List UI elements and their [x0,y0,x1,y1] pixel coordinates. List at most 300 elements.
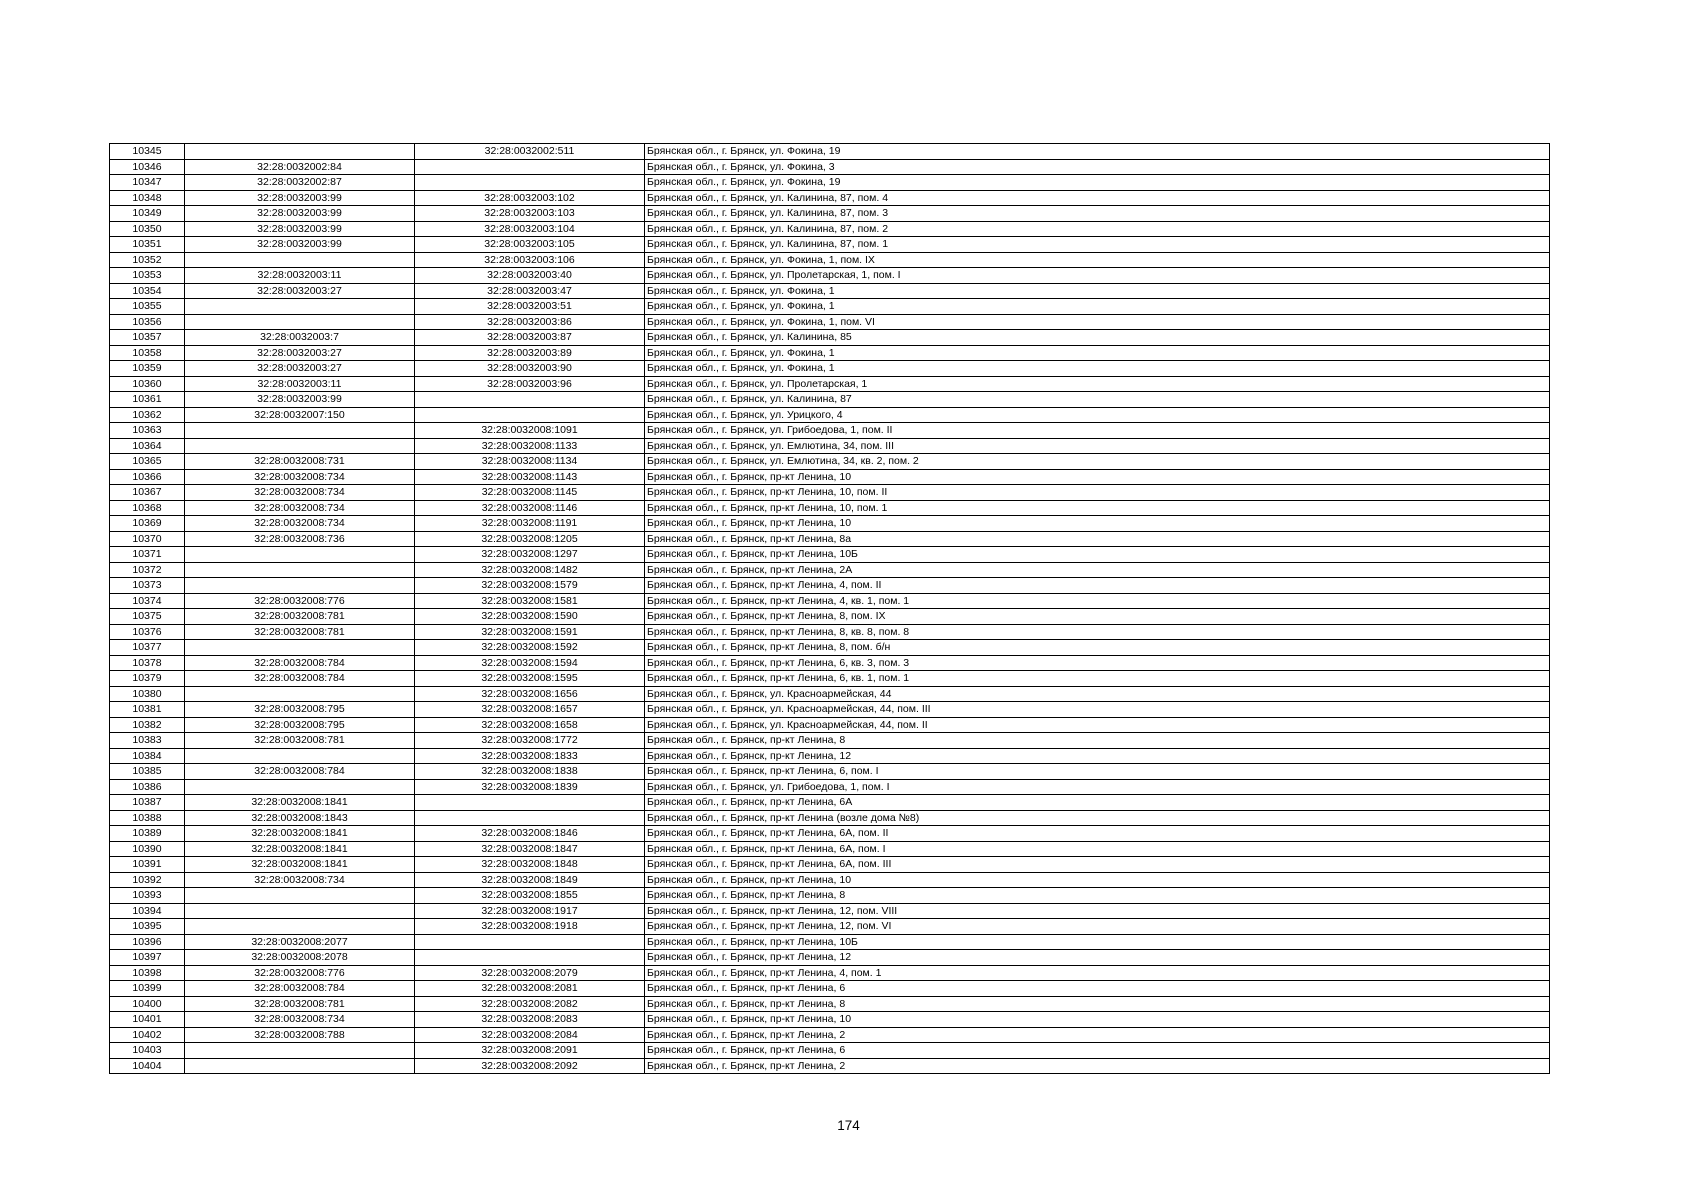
parent-cadastral-cell: 32:28:0032003:27 [185,361,415,377]
table-row [110,640,1550,656]
parent-cadastral-cell: 32:28:0032002:84 [185,159,415,175]
cadastral-number-cell: 32:28:0032008:2082 [415,996,645,1012]
table-row [110,252,1550,268]
parent-cadastral-cell [185,748,415,764]
address-cell: Брянская обл., г. Брянск, ул. Калинина, 87, пом. 3 [645,206,1550,222]
address-cell: Брянская обл., г. Брянск, пр-кт Ленина, 12 [645,950,1550,966]
address-cell: Брянская обл., г. Брянск, пр-кт Ленина, 10 [645,516,1550,532]
table-row [110,1027,1550,1043]
address-cell: Брянская обл., г. Брянск, пр-кт Ленина, 4, кв. 1, пом. 1 [645,593,1550,609]
cadastral-number-cell: 32:28:0032003:105 [415,237,645,253]
address-cell: Брянская обл., г. Брянск, ул. Урицкого, 4 [645,407,1550,423]
parent-cadastral-cell [185,423,415,439]
table-row [110,779,1550,795]
row-number-cell: 10349 [110,206,185,222]
table-row [110,733,1550,749]
table-row [110,934,1550,950]
row-number-cell: 10353 [110,268,185,284]
cadastral-number-cell: 32:28:0032008:1205 [415,531,645,547]
parent-cadastral-cell: 32:28:0032008:784 [185,764,415,780]
address-cell: Брянская обл., г. Брянск, пр-кт Ленина, 10Б [645,934,1550,950]
address-cell: Брянская обл., г. Брянск, пр-кт Ленина, 12, пом. VIII [645,903,1550,919]
table-row [110,469,1550,485]
address-cell: Брянская обл., г. Брянск, пр-кт Ленина, 8 [645,996,1550,1012]
cadastral-number-cell: 32:28:0032008:1145 [415,485,645,501]
cadastral-number-cell: 32:28:0032008:2081 [415,981,645,997]
address-cell: Брянская обл., г. Брянск, пр-кт Ленина, 2 [645,1027,1550,1043]
table-row [110,423,1550,439]
row-number-cell: 10350 [110,221,185,237]
cadastral-number-cell: 32:28:0032003:47 [415,283,645,299]
row-number-cell: 10361 [110,392,185,408]
address-cell: Брянская обл., г. Брянск, пр-кт Ленина, 6А, пом. III [645,857,1550,873]
cadastral-number-cell: 32:28:0032008:1133 [415,438,645,454]
row-number-cell: 10370 [110,531,185,547]
parent-cadastral-cell [185,144,415,160]
cadastral-number-cell: 32:28:0032008:1191 [415,516,645,532]
row-number-cell: 10389 [110,826,185,842]
cadastral-number-cell [415,950,645,966]
row-number-cell: 10357 [110,330,185,346]
row-number-cell: 10359 [110,361,185,377]
address-cell: Брянская обл., г. Брянск, пр-кт Ленина, 4, пом. II [645,578,1550,594]
row-number-cell: 10352 [110,252,185,268]
cadastral-number-cell: 32:28:0032003:86 [415,314,645,330]
cadastral-number-cell [415,175,645,191]
address-cell: Брянская обл., г. Брянск, ул. Фокина, 19 [645,144,1550,160]
cadastral-number-cell: 32:28:0032008:1833 [415,748,645,764]
parent-cadastral-cell [185,1043,415,1059]
row-number-cell: 10355 [110,299,185,315]
parent-cadastral-cell: 32:28:0032008:795 [185,702,415,718]
cadastral-number-cell: 32:28:0032008:1595 [415,671,645,687]
row-number-cell: 10346 [110,159,185,175]
address-cell: Брянская обл., г. Брянск, ул. Фокина, 1 [645,283,1550,299]
address-cell: Брянская обл., г. Брянск, пр-кт Ленина, 10 [645,1012,1550,1028]
parent-cadastral-cell [185,252,415,268]
address-cell: Брянская обл., г. Брянск, пр-кт Ленина, 10, пом. II [645,485,1550,501]
address-cell: Брянская обл., г. Брянск, ул. Грибоедова, 1, пом. II [645,423,1550,439]
parent-cadastral-cell: 32:28:0032003:7 [185,330,415,346]
cadastral-number-cell: 32:28:0032003:51 [415,299,645,315]
parent-cadastral-cell: 32:28:0032008:731 [185,454,415,470]
table-row [110,1043,1550,1059]
cadastral-number-cell: 32:28:0032003:87 [415,330,645,346]
table-row [110,345,1550,361]
cadastral-number-cell: 32:28:0032008:1658 [415,717,645,733]
row-number-cell: 10390 [110,841,185,857]
parent-cadastral-cell: 32:28:0032008:776 [185,593,415,609]
row-number-cell: 10380 [110,686,185,702]
parent-cadastral-cell: 32:28:0032003:99 [185,190,415,206]
address-cell: Брянская обл., г. Брянск, пр-кт Ленина, 8а [645,531,1550,547]
table-row [110,981,1550,997]
address-cell: Брянская обл., г. Брянск, пр-кт Ленина, 12, пом. VI [645,919,1550,935]
table-row [110,547,1550,563]
parent-cadastral-cell: 32:28:0032003:99 [185,392,415,408]
address-cell: Брянская обл., г. Брянск, ул. Калинина, 85 [645,330,1550,346]
table-row [110,903,1550,919]
table-row [110,655,1550,671]
registry-table-body [110,144,1550,1074]
registry-table [109,143,1550,1074]
row-number-cell: 10385 [110,764,185,780]
cadastral-number-cell: 32:28:0032008:1855 [415,888,645,904]
address-cell: Брянская обл., г. Брянск, ул. Емлютина, 34, кв. 2, пом. 2 [645,454,1550,470]
cadastral-number-cell: 32:28:0032008:1297 [415,547,645,563]
row-number-cell: 10397 [110,950,185,966]
parent-cadastral-cell [185,299,415,315]
address-cell: Брянская обл., г. Брянск, ул. Красноармейская, 44, пом. III [645,702,1550,718]
row-number-cell: 10381 [110,702,185,718]
table-row [110,671,1550,687]
row-number-cell: 10351 [110,237,185,253]
table-row [110,159,1550,175]
parent-cadastral-cell [185,779,415,795]
table-row [110,578,1550,594]
cadastral-number-cell [415,159,645,175]
row-number-cell: 10360 [110,376,185,392]
parent-cadastral-cell: 32:28:0032008:776 [185,965,415,981]
parent-cadastral-cell: 32:28:0032008:734 [185,485,415,501]
row-number-cell: 10398 [110,965,185,981]
address-cell: Брянская обл., г. Брянск, пр-кт Ленина, 6 [645,981,1550,997]
parent-cadastral-cell: 32:28:0032003:11 [185,268,415,284]
parent-cadastral-cell [185,578,415,594]
table-row [110,888,1550,904]
address-cell: Брянская обл., г. Брянск, ул. Фокина, 1 [645,299,1550,315]
table-row [110,175,1550,191]
address-cell: Брянская обл., г. Брянск, ул. Фокина, 1 [645,345,1550,361]
parent-cadastral-cell [185,562,415,578]
cadastral-number-cell: 32:28:0032008:1847 [415,841,645,857]
address-cell: Брянская обл., г. Брянск, ул. Калинина, 87, пом. 4 [645,190,1550,206]
address-cell: Брянская обл., г. Брянск, ул. Калинина, 87 [645,392,1550,408]
row-number-cell: 10367 [110,485,185,501]
parent-cadastral-cell [185,919,415,935]
row-number-cell: 10356 [110,314,185,330]
cadastral-number-cell: 32:28:0032008:1591 [415,624,645,640]
parent-cadastral-cell: 32:28:0032008:734 [185,469,415,485]
cadastral-number-cell: 32:28:0032008:1091 [415,423,645,439]
table-row [110,965,1550,981]
address-cell: Брянская обл., г. Брянск, ул. Фокина, 1 [645,361,1550,377]
parent-cadastral-cell: 32:28:0032003:99 [185,221,415,237]
address-cell: Брянская обл., г. Брянск, ул. Фокина, 1, пом. VI [645,314,1550,330]
cadastral-number-cell: 32:28:0032008:1657 [415,702,645,718]
row-number-cell: 10368 [110,500,185,516]
table-row [110,624,1550,640]
parent-cadastral-cell: 32:28:0032008:2077 [185,934,415,950]
cadastral-number-cell: 32:28:0032008:1143 [415,469,645,485]
address-cell: Брянская обл., г. Брянск, пр-кт Ленина, 8 [645,733,1550,749]
parent-cadastral-cell: 32:28:0032008:1841 [185,795,415,811]
cadastral-number-cell: 32:28:0032003:90 [415,361,645,377]
parent-cadastral-cell [185,640,415,656]
table-row [110,717,1550,733]
address-cell: Брянская обл., г. Брянск, ул. Фокина, 19 [645,175,1550,191]
cadastral-number-cell: 32:28:0032008:2092 [415,1058,645,1074]
row-number-cell: 10358 [110,345,185,361]
cadastral-number-cell: 32:28:0032008:2079 [415,965,645,981]
table-row [110,485,1550,501]
row-number-cell: 10363 [110,423,185,439]
row-number-cell: 10384 [110,748,185,764]
parent-cadastral-cell [185,686,415,702]
row-number-cell: 10372 [110,562,185,578]
cadastral-number-cell: 32:28:0032003:96 [415,376,645,392]
row-number-cell: 10348 [110,190,185,206]
row-number-cell: 10377 [110,640,185,656]
parent-cadastral-cell: 32:28:0032008:784 [185,655,415,671]
table-row [110,857,1550,873]
cadastral-number-cell: 32:28:0032008:1146 [415,500,645,516]
parent-cadastral-cell: 32:28:0032008:1841 [185,857,415,873]
table-row [110,996,1550,1012]
table-row [110,686,1550,702]
table-row [110,500,1550,516]
parent-cadastral-cell: 32:28:0032008:734 [185,1012,415,1028]
row-number-cell: 10402 [110,1027,185,1043]
cadastral-number-cell: 32:28:0032008:2091 [415,1043,645,1059]
cadastral-number-cell: 32:28:0032008:1656 [415,686,645,702]
address-cell: Брянская обл., г. Брянск, ул. Красноармейская, 44, пом. II [645,717,1550,733]
address-cell: Брянская обл., г. Брянск, пр-кт Ленина, 8 [645,888,1550,904]
row-number-cell: 10366 [110,469,185,485]
address-cell: Брянская обл., г. Брянск, пр-кт Ленина, 10 [645,469,1550,485]
row-number-cell: 10393 [110,888,185,904]
table-row [110,330,1550,346]
address-cell: Брянская обл., г. Брянск, пр-кт Ленина, 8, пом. б/н [645,640,1550,656]
address-cell: Брянская обл., г. Брянск, ул. Фокина, 3 [645,159,1550,175]
cadastral-number-cell: 32:28:0032008:1579 [415,578,645,594]
address-cell: Брянская обл., г. Брянск, ул. Калинина, 87, пом. 1 [645,237,1550,253]
cadastral-number-cell: 32:28:0032008:1849 [415,872,645,888]
parent-cadastral-cell: 32:28:0032003:99 [185,237,415,253]
row-number-cell: 10396 [110,934,185,950]
row-number-cell: 10395 [110,919,185,935]
cadastral-number-cell: 32:28:0032003:106 [415,252,645,268]
parent-cadastral-cell: 32:28:0032002:87 [185,175,415,191]
row-number-cell: 10386 [110,779,185,795]
row-number-cell: 10378 [110,655,185,671]
table-row [110,314,1550,330]
cadastral-number-cell: 32:28:0032008:1134 [415,454,645,470]
parent-cadastral-cell: 32:28:0032008:736 [185,531,415,547]
table-row [110,361,1550,377]
table-row [110,764,1550,780]
row-number-cell: 10394 [110,903,185,919]
table-row [110,206,1550,222]
address-cell: Брянская обл., г. Брянск, ул. Емлютина, 34, пом. III [645,438,1550,454]
cadastral-number-cell: 32:28:0032008:1482 [415,562,645,578]
row-number-cell: 10388 [110,810,185,826]
table-row [110,1058,1550,1074]
address-cell: Брянская обл., г. Брянск, пр-кт Ленина, 2А [645,562,1550,578]
parent-cadastral-cell: 32:28:0032008:734 [185,872,415,888]
cadastral-number-cell: 32:28:0032008:1839 [415,779,645,795]
row-number-cell: 10379 [110,671,185,687]
address-cell: Брянская обл., г. Брянск, ул. Калинина, 87, пом. 2 [645,221,1550,237]
table-row [110,1012,1550,1028]
cadastral-number-cell: 32:28:0032008:1917 [415,903,645,919]
address-cell: Брянская обл., г. Брянск, пр-кт Ленина, 10 [645,872,1550,888]
parent-cadastral-cell: 32:28:0032003:99 [185,206,415,222]
table-row [110,221,1550,237]
cadastral-number-cell: 32:28:0032008:1772 [415,733,645,749]
address-cell: Брянская обл., г. Брянск, пр-кт Ленина (возле дома №8) [645,810,1550,826]
row-number-cell: 10364 [110,438,185,454]
cadastral-number-cell: 32:28:0032008:1846 [415,826,645,842]
table-row [110,438,1550,454]
parent-cadastral-cell: 32:28:0032008:734 [185,500,415,516]
cadastral-number-cell: 32:28:0032008:1581 [415,593,645,609]
row-number-cell: 10387 [110,795,185,811]
table-row [110,702,1550,718]
row-number-cell: 10400 [110,996,185,1012]
row-number-cell: 10365 [110,454,185,470]
table-row [110,283,1550,299]
cadastral-number-cell: 32:28:0032003:89 [415,345,645,361]
table-row [110,407,1550,423]
cadastral-number-cell: 32:28:0032008:1918 [415,919,645,935]
cadastral-number-cell: 32:28:0032008:1592 [415,640,645,656]
cadastral-number-cell: 32:28:0032003:102 [415,190,645,206]
parent-cadastral-cell: 32:28:0032008:781 [185,609,415,625]
cadastral-number-cell: 32:28:0032003:103 [415,206,645,222]
table-row [110,810,1550,826]
address-cell: Брянская обл., г. Брянск, пр-кт Ленина, 2 [645,1058,1550,1074]
address-cell: Брянская обл., г. Брянск, пр-кт Ленина, 12 [645,748,1550,764]
address-cell: Брянская обл., г. Брянск, пр-кт Ленина, 6 [645,1043,1550,1059]
row-number-cell: 10399 [110,981,185,997]
parent-cadastral-cell: 32:28:0032008:784 [185,981,415,997]
parent-cadastral-cell: 32:28:0032008:795 [185,717,415,733]
row-number-cell: 10403 [110,1043,185,1059]
table-row [110,872,1550,888]
row-number-cell: 10401 [110,1012,185,1028]
parent-cadastral-cell: 32:28:0032003:11 [185,376,415,392]
table-row [110,516,1550,532]
cadastral-number-cell [415,810,645,826]
address-cell: Брянская обл., г. Брянск, пр-кт Ленина, 6, пом. I [645,764,1550,780]
table-row [110,144,1550,160]
row-number-cell: 10374 [110,593,185,609]
parent-cadastral-cell [185,903,415,919]
cadastral-number-cell: 32:28:0032008:1594 [415,655,645,671]
cadastral-number-cell: 32:28:0032002:511 [415,144,645,160]
row-number-cell: 10354 [110,283,185,299]
table-row [110,919,1550,935]
address-cell: Брянская обл., г. Брянск, пр-кт Ленина, 6А, пом. I [645,841,1550,857]
cadastral-number-cell [415,407,645,423]
table-row [110,237,1550,253]
address-cell: Брянская обл., г. Брянск, пр-кт Ленина, 10, пом. 1 [645,500,1550,516]
parent-cadastral-cell: 32:28:0032008:781 [185,996,415,1012]
address-cell: Брянская обл., г. Брянск, ул. Грибоедова, 1, пом. I [645,779,1550,795]
address-cell: Брянская обл., г. Брянск, пр-кт Ленина, 8, кв. 8, пом. 8 [645,624,1550,640]
cadastral-number-cell [415,934,645,950]
address-cell: Брянская обл., г. Брянск, ул. Красноармейская, 44 [645,686,1550,702]
address-cell: Брянская обл., г. Брянск, пр-кт Ленина, 10Б [645,547,1550,563]
address-cell: Брянская обл., г. Брянск, пр-кт Ленина, 8, пом. IX [645,609,1550,625]
row-number-cell: 10362 [110,407,185,423]
parent-cadastral-cell [185,438,415,454]
parent-cadastral-cell [185,1058,415,1074]
table-row [110,531,1550,547]
parent-cadastral-cell: 32:28:0032008:2078 [185,950,415,966]
table-row [110,562,1550,578]
parent-cadastral-cell [185,547,415,563]
parent-cadastral-cell: 32:28:0032008:1841 [185,841,415,857]
table-row [110,950,1550,966]
address-cell: Брянская обл., г. Брянск, пр-кт Ленина, 6, кв. 3, пом. 3 [645,655,1550,671]
table-row [110,826,1550,842]
cadastral-number-cell: 32:28:0032008:2083 [415,1012,645,1028]
row-number-cell: 10383 [110,733,185,749]
cadastral-number-cell: 32:28:0032008:2084 [415,1027,645,1043]
table-row [110,268,1550,284]
table-row [110,392,1550,408]
address-cell: Брянская обл., г. Брянск, пр-кт Ленина, 6А, пом. II [645,826,1550,842]
table-row [110,190,1550,206]
row-number-cell: 10376 [110,624,185,640]
address-cell: Брянская обл., г. Брянск, ул. Пролетарская, 1, пом. I [645,268,1550,284]
parent-cadastral-cell: 32:28:0032008:788 [185,1027,415,1043]
parent-cadastral-cell: 32:28:0032008:734 [185,516,415,532]
row-number-cell: 10369 [110,516,185,532]
cadastral-number-cell: 32:28:0032008:1848 [415,857,645,873]
cadastral-number-cell: 32:28:0032008:1838 [415,764,645,780]
parent-cadastral-cell: 32:28:0032003:27 [185,345,415,361]
table-row [110,299,1550,315]
table-row [110,454,1550,470]
cadastral-number-cell: 32:28:0032003:104 [415,221,645,237]
row-number-cell: 10392 [110,872,185,888]
cadastral-number-cell: 32:28:0032008:1590 [415,609,645,625]
parent-cadastral-cell: 32:28:0032008:1843 [185,810,415,826]
table-row [110,748,1550,764]
address-cell: Брянская обл., г. Брянск, ул. Фокина, 1, пом. IX [645,252,1550,268]
cadastral-number-cell: 32:28:0032003:40 [415,268,645,284]
row-number-cell: 10345 [110,144,185,160]
address-cell: Брянская обл., г. Брянск, пр-кт Ленина, 6А [645,795,1550,811]
table-row [110,376,1550,392]
table-row [110,795,1550,811]
address-cell: Брянская обл., г. Брянск, пр-кт Ленина, 6, кв. 1, пом. 1 [645,671,1550,687]
row-number-cell: 10375 [110,609,185,625]
address-cell: Брянская обл., г. Брянск, пр-кт Ленина, 4, пом. 1 [645,965,1550,981]
table-row [110,593,1550,609]
cadastral-number-cell [415,392,645,408]
parent-cadastral-cell: 32:28:0032008:1841 [185,826,415,842]
parent-cadastral-cell [185,888,415,904]
row-number-cell: 10371 [110,547,185,563]
table-row [110,841,1550,857]
cadastral-number-cell [415,795,645,811]
table-row [110,609,1550,625]
parent-cadastral-cell: 32:28:0032003:27 [185,283,415,299]
parent-cadastral-cell: 32:28:0032008:781 [185,624,415,640]
address-cell: Брянская обл., г. Брянск, ул. Пролетарская, 1 [645,376,1550,392]
row-number-cell: 10373 [110,578,185,594]
parent-cadastral-cell: 32:28:0032008:781 [185,733,415,749]
parent-cadastral-cell: 32:28:0032008:784 [185,671,415,687]
parent-cadastral-cell: 32:28:0032007:150 [185,407,415,423]
page-number: 174 [837,1118,860,1133]
row-number-cell: 10382 [110,717,185,733]
row-number-cell: 10391 [110,857,185,873]
